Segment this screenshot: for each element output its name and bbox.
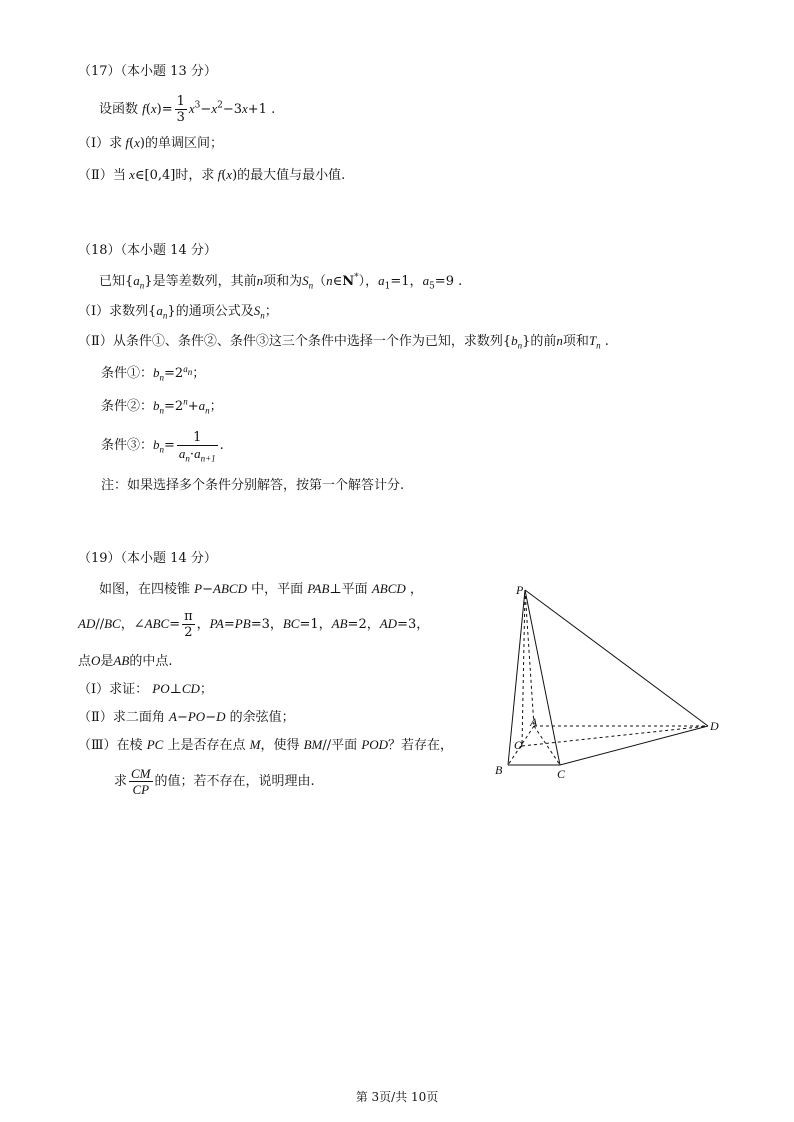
q17-part-ii: （Ⅱ）当 x∈[0,4]时，求 f(x)的最大值与最小值. [78, 167, 346, 183]
q19-part-iii: （Ⅲ）在棱 PC 上是否存在点 M，使得 BM//平面 POD？若存在， [78, 737, 454, 753]
q18-part-i: （Ⅰ）求数列$\{a_n\}$的通项公式及$S_n$； [78, 303, 278, 321]
label-P: P [516, 583, 524, 597]
q18-condition-1: 条件①：$b_n=2^{a_n}$； [101, 363, 206, 383]
label-O: O [514, 738, 523, 752]
q17-intro: 设函数 f(x)= $\frac{1}{3}$ $x^3-x^2-3x+1$ . [99, 94, 276, 125]
q18-condition-2: 条件②：$b_n=2^n+a_n$； [101, 396, 223, 416]
edge-CD [560, 726, 708, 765]
q19-header: （19）（本小题 14 分） [78, 551, 217, 566]
q19-line-3: 点O是AB的中点. [78, 653, 173, 669]
q18-condition-3: 条件③：$b_n=$ $\frac{1}{a_n\cdot a_{n+1}}$ . [101, 429, 224, 464]
q19-part-iii-cont: 求 $\frac{CM}{CP}$ 的值；若不存在，说明理由. [114, 766, 315, 797]
q18-intro: 已知$\{a_n\}$是等差数列，其前n项和为$S_n(n\in N^*)$，$a_1=1$，$a_5=9$ . [99, 272, 463, 292]
q19-line-1: 如图，在四棱锥 P−ABCD 中，平面 PAB⊥平面 ABCD ， [99, 581, 423, 597]
label-D: D [710, 719, 719, 733]
label-B: B [495, 763, 503, 777]
q19-line-2: AD//BC，∠ABC= $\frac{\pi}{2}$ ，PA=PB=3，BC=1，AB=2，AD=3， [78, 609, 430, 640]
q17-header: （17）（本小题 13 分） [78, 64, 217, 79]
edge-OD [522, 726, 708, 746]
q18-part-ii: （Ⅱ）从条件①、条件②、条件③这三个条件中选择一个作为已知，求数列$\{b_n\}$的前n项和$T_n$ . [78, 333, 609, 351]
page-footer: 第 3页/共 10页 [355, 1090, 439, 1104]
edge-PC [525, 590, 560, 765]
pyramid-figure [490, 580, 730, 790]
q19-part-ii: （Ⅱ）求二面角 A−PO−D 的余弦值； [78, 709, 295, 725]
q18-note: 注：如果选择多个条件分别解答，按第一个解答计分. [101, 478, 405, 493]
edge-PD [525, 590, 708, 726]
q18-header: （18）（本小题 14 分） [78, 243, 217, 258]
q17-part-i: （Ⅰ）求 f(x)的单调区间； [78, 135, 223, 151]
q19-part-i: （Ⅰ）求证： PO⊥CD； [78, 681, 213, 697]
label-A: A [530, 715, 538, 729]
label-C: C [557, 767, 566, 781]
